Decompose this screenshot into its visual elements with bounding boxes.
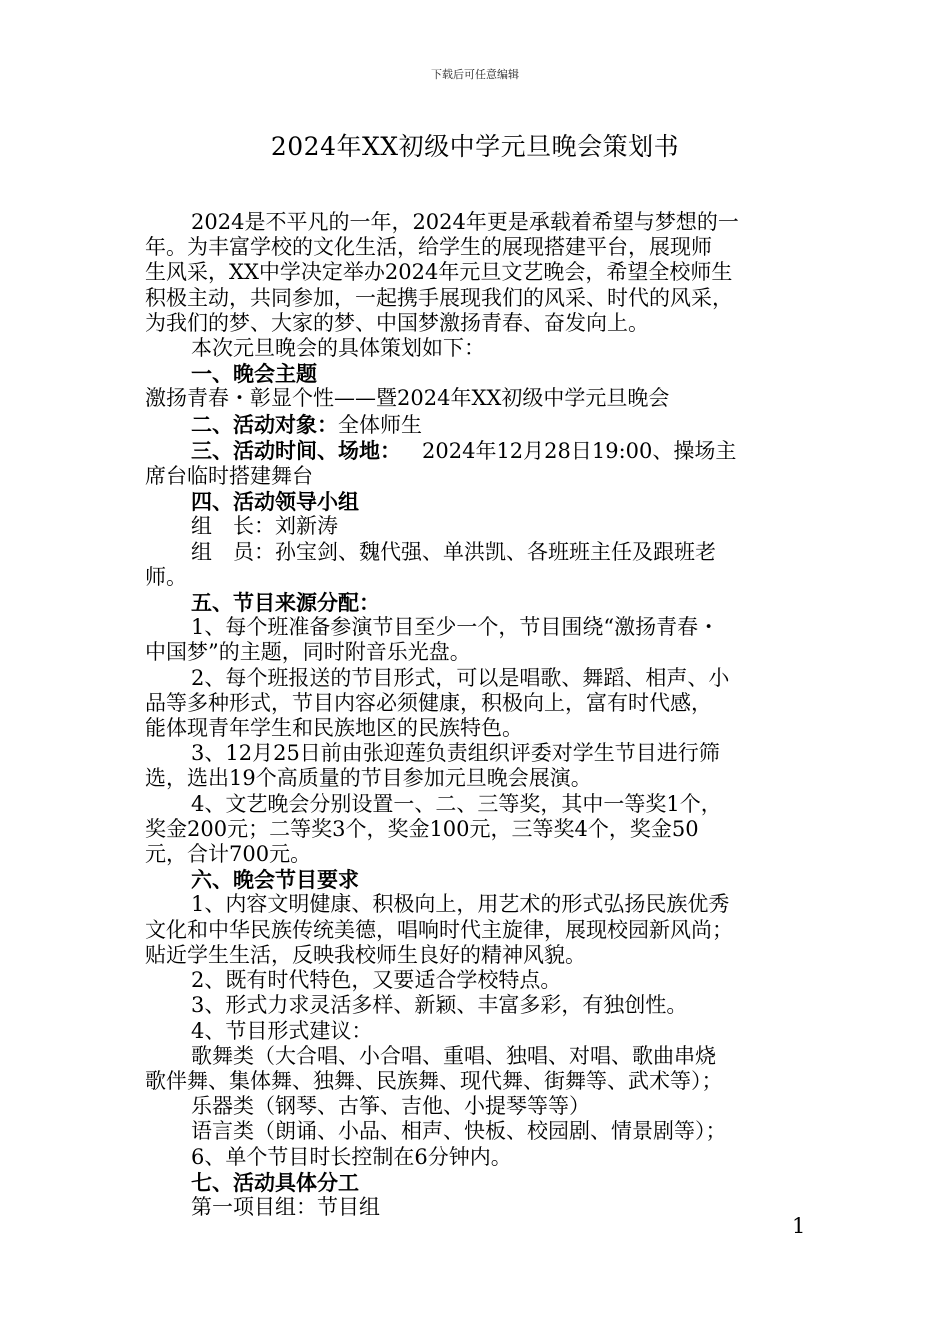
paragraph-line: 席台临时搭建舞台 xyxy=(145,464,313,489)
paragraph-line: 生风采，XX中学决定举办2024年元旦文艺晚会，希望全校师生 xyxy=(145,260,733,285)
section-heading: 一、晚会主题 xyxy=(191,361,317,387)
section-heading: 三、活动时间、场地： xyxy=(191,437,401,463)
paragraph-line: 歌舞类（大合唱、小合唱、重唱、独唱、对唱、歌曲串烧 xyxy=(191,1043,716,1068)
paragraph-line: 贴近学生生活，反映我校师生良好的精神风貌。 xyxy=(145,942,586,967)
paragraph-line: 歌伴舞、集体舞、独舞、民族舞、现代舞、街舞等、武术等）； xyxy=(145,1068,723,1093)
paragraph-line: 第一项目组：节目组 xyxy=(191,1194,380,1219)
page-title: 2024年XX初级中学元旦晚会策划书 xyxy=(270,132,680,161)
paragraph-line: 3、12月25日前由张迎莲负责组织评委对学生节目进行筛 xyxy=(191,741,720,766)
paragraph-line: 1、每个班准备参演节目至少一个，节目围绕“激扬青春・ xyxy=(191,615,720,640)
paragraph-line: 3、形式力求灵活多样、新颖、丰富多彩，有独创性。 xyxy=(191,993,688,1018)
paragraph-line: 选，选出19个高质量的节目参加元旦晚会展演。 xyxy=(145,766,592,791)
section-value: 2024年12月28日19:00、操场主 xyxy=(422,438,737,463)
section-heading: 四、活动领导小组 xyxy=(191,489,359,515)
document-body xyxy=(145,210,810,1220)
paragraph-line: 中国梦”的主题，同时附音乐光盘。 xyxy=(145,640,471,665)
paragraph-line: 2024是不平凡的一年，2024年更是承载着希望与梦想的一 xyxy=(191,210,739,234)
paragraph-line: 2、既有时代特色，又要适合学校特点。 xyxy=(191,968,562,993)
paragraph-line: 4、节目形式建议： xyxy=(191,1018,373,1043)
paragraph-line: 语言类（朗诵、小品、相声、快板、校园剧、情景剧等）； xyxy=(191,1119,727,1144)
paragraph-line: 品等多种形式，节目内容必须健康，积极向上，富有时代感， xyxy=(145,690,712,715)
paragraph-line: 文化和中华民族传统美德，唱响时代主旋律，展现校园新风尚； xyxy=(145,917,733,942)
paragraph-line: 乐器类（钢琴、古筝、吉他、小提琴等等） xyxy=(191,1094,590,1119)
paragraph-line: 4、文艺晚会分别设置一、二、三等奖，其中一等奖1个， xyxy=(191,791,722,816)
paragraph-line: 年。为丰富学校的文化生活，给学生的展现搭建平台，展现师 xyxy=(145,235,712,260)
section-value: 全体师生 xyxy=(338,412,422,437)
header-note: 下载后可任意编辑 xyxy=(431,68,519,81)
page-number: 1 xyxy=(792,1214,806,1238)
paragraph-line: 组 员：孙宝剑、魏代强、单洪凯、各班班主任及跟班老 xyxy=(191,539,716,564)
section-heading: 二、活动对象： xyxy=(191,411,338,437)
paragraph-line: 师。 xyxy=(145,564,187,589)
paragraph-line: 本次元旦晚会的具体策划如下： xyxy=(191,336,485,361)
paragraph-line: 元，合计700元。 xyxy=(145,842,312,867)
paragraph-line: 能体现青年学生和民族地区的民族特色。 xyxy=(145,716,523,741)
paragraph-line: 1、内容文明健康、积极向上，用艺术的形式弘扬民族优秀 xyxy=(191,892,730,917)
paragraph-line: 激扬青春・彰显个性——暨2024年XX初级中学元旦晚会 xyxy=(145,386,670,411)
paragraph-line: 组 长：刘新涛 xyxy=(191,514,338,539)
section-heading: 六、晚会节目要求 xyxy=(191,867,359,893)
section-heading: 五、节目来源分配： xyxy=(191,590,380,616)
paragraph-line: 为我们的梦、大家的梦、中国梦激扬青春、奋发向上。 xyxy=(145,310,649,335)
section-heading-line xyxy=(145,438,810,464)
paragraph-line: 6、单个节目时长控制在6分钟内。 xyxy=(191,1144,512,1169)
section-heading: 七、活动具体分工 xyxy=(191,1169,359,1195)
section-heading-line xyxy=(145,412,810,438)
paragraph-line: 积极主动，共同参加，一起携手展现我们的风采、时代的风采， xyxy=(145,285,733,310)
paragraph-line: 2、每个班报送的节目形式，可以是唱歌、舞蹈、相声、小 xyxy=(191,665,730,690)
paragraph-line: 奖金200元；二等奖3个，奖金100元，三等奖4个，奖金50 xyxy=(145,816,699,841)
